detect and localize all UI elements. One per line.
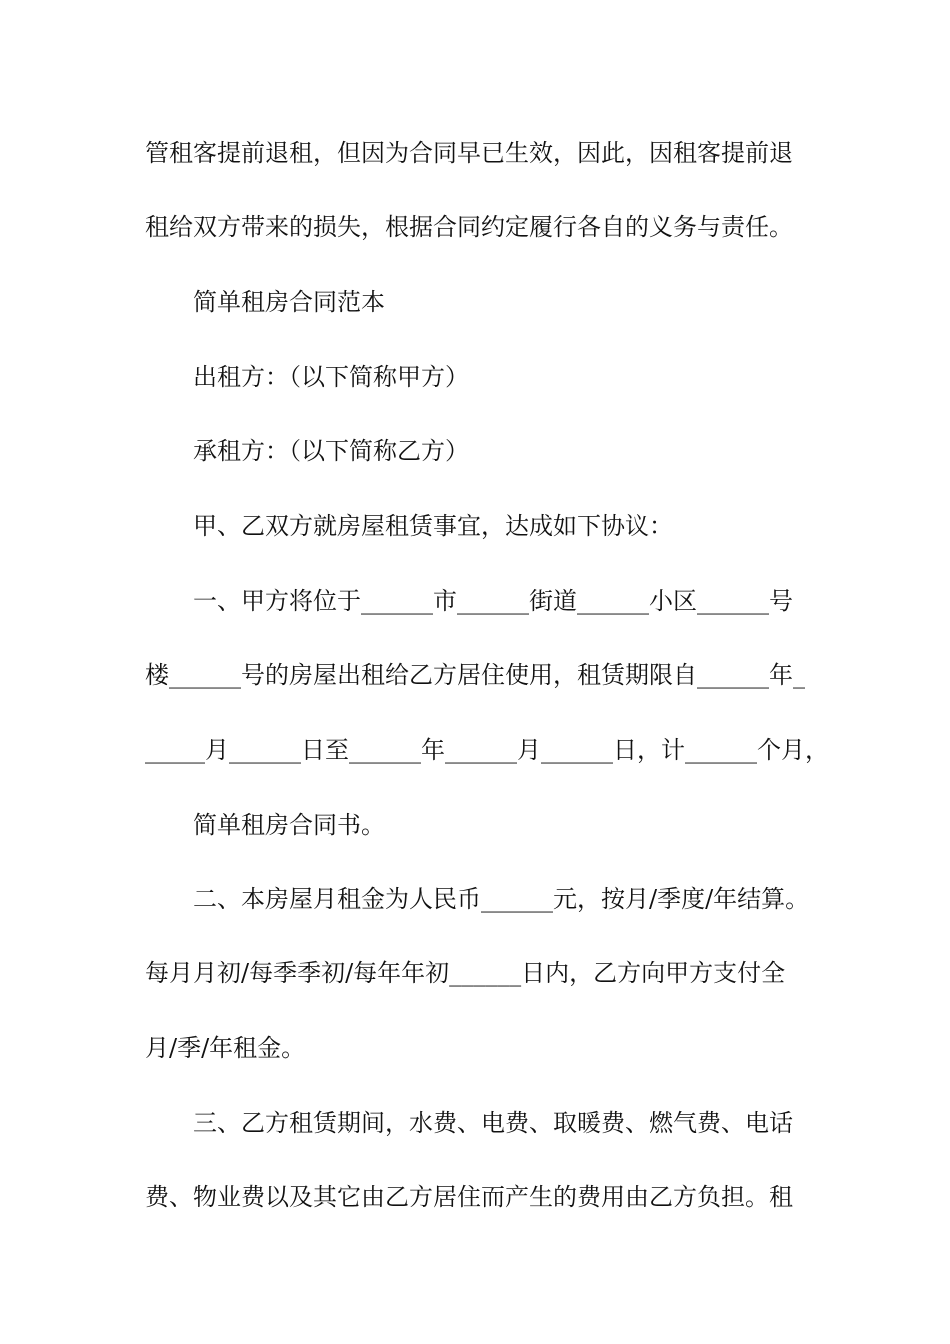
clause-1-line: _____月______日至______年______月______日，计______个月， (145, 736, 829, 764)
lessee-line: 承租方：（以下简称乙方） (193, 437, 469, 465)
paragraph-line: 租给双方带来的损失，根据合同约定履行各自的义务与责任。 (145, 213, 793, 241)
clause-2-line: 每月月初/每季季初/每年年初______日内，乙方向甲方支付全 (145, 959, 786, 987)
paragraph-line: 管租客提前退租，但因为合同早已生效，因此，因租客提前退 (145, 139, 793, 167)
clause-1-line: 楼______号的房屋出租给乙方居住使用，租赁期限自______年_ (145, 661, 805, 689)
agreement-intro: 甲、乙双方就房屋租赁事宜，达成如下协议： (193, 512, 673, 540)
clause-3-line: 三、乙方租赁期间，水费、电费、取暖费、燃气费、电话 (193, 1109, 793, 1137)
paragraph-line: 简单租房合同书。 (193, 811, 385, 839)
clause-2-line: 月/季/年租金。 (145, 1034, 306, 1062)
clause-1-line: 一、甲方将位于______市______街道______小区______号 (193, 587, 793, 615)
clause-2-line: 二、本房屋月租金为人民币______元，按月/季度/年结算。 (193, 885, 810, 913)
section-title: 简单租房合同范本 (193, 288, 385, 316)
clause-3-line: 费、物业费以及其它由乙方居住而产生的费用由乙方负担。租 (145, 1183, 793, 1211)
lessor-line: 出租方：（以下简称甲方） (193, 363, 469, 391)
